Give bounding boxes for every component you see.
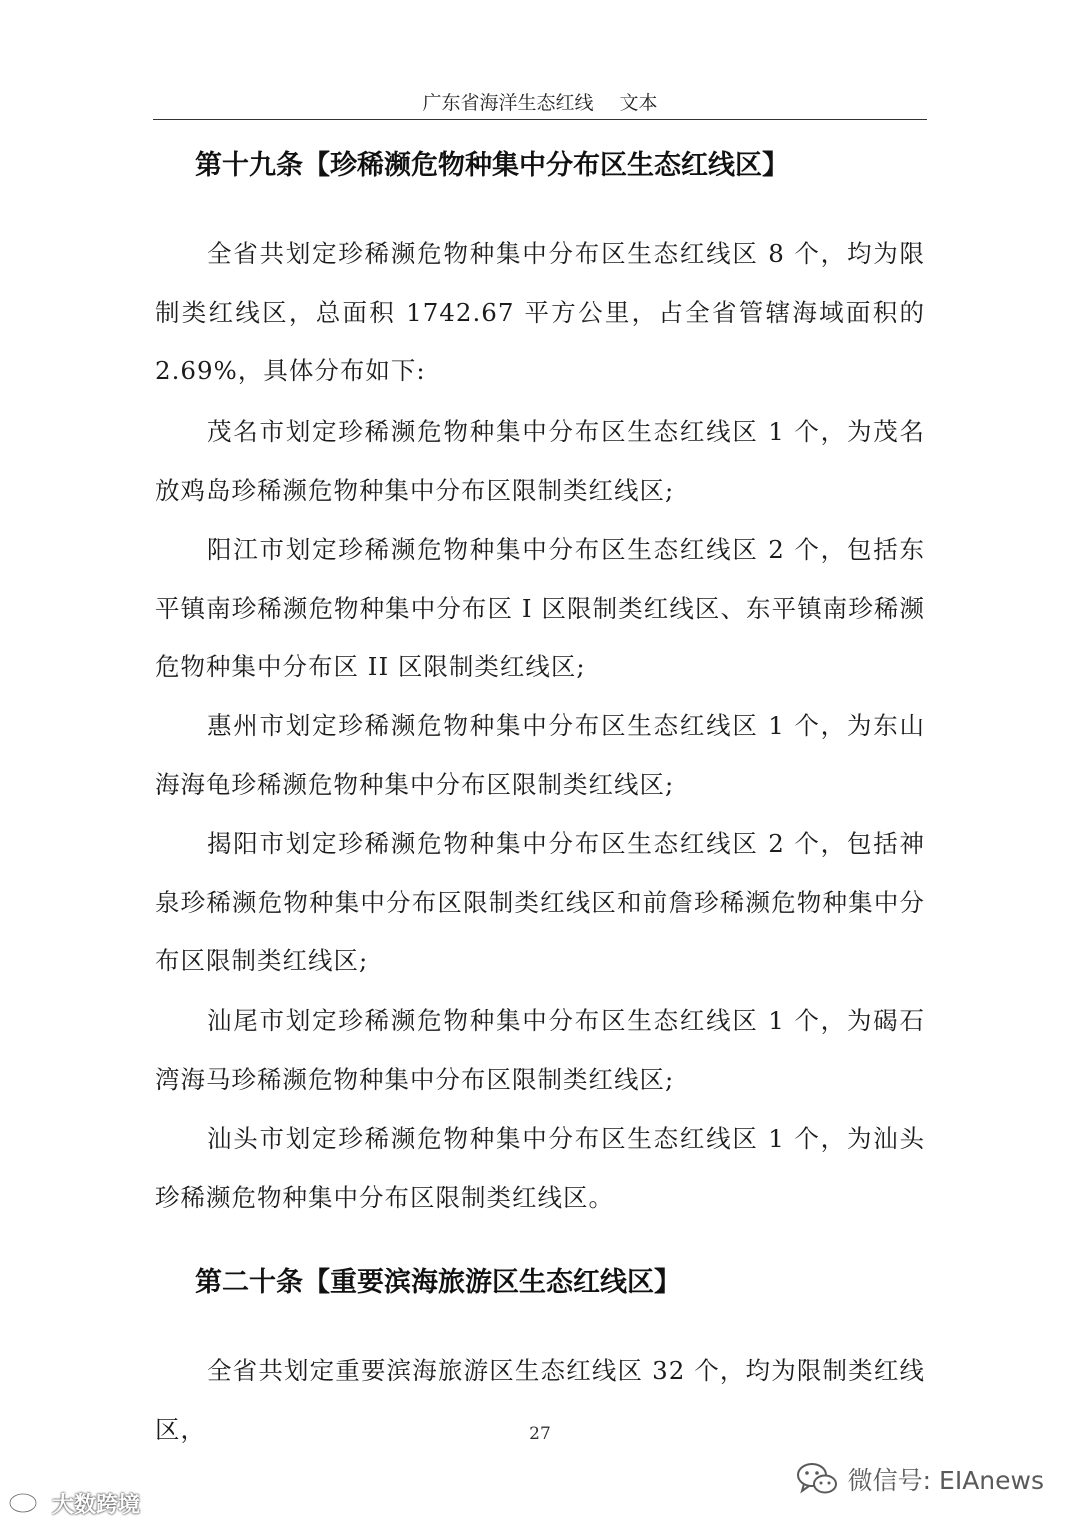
watermark-left-text: 大数跨境 [52,1492,141,1518]
article-19-paragraph-2: 茂名市划定珍稀濒危物种集中分布区生态红线区 1 个，为茂名放鸡岛珍稀濒危物种集中分布区限制类红线区; [155,417,925,505]
page-header [153,88,927,120]
article-19-paragraph-3: 阳江市划定珍稀濒危物种集中分布区生态红线区 2 个，包括东平镇南珍稀濒危物种集中分布区 I 区限制类红线区、东平镇南珍稀濒危物种集中分布区 II 区限制类红线区; [155,535,925,681]
article-19-paragraph-7: 汕头市划定珍稀濒危物种集中分布区生态红线区 1 个，为汕头珍稀濒危物种集中分布区限制类红线区。 [155,1124,925,1212]
article-19-paragraph-5: 揭阳市划定珍稀濒危物种集中分布区生态红线区 2 个，包括神泉珍稀濒危物种集中分布区限制类红线区和前詹珍稀濒危物种集中分布区限制类红线区; [155,829,925,975]
article-20-paragraph-1: 全省共划定重要滨海旅游区生态红线区 32 个，均为限制类红线区， [155,1356,925,1444]
page-number: 27 [529,1424,551,1444]
article-20-title: 第二十条【重要滨海旅游区生态红线区】 [195,1267,681,1298]
article-19-title: 第十九条【珍稀濒危物种集中分布区生态红线区】 [195,150,789,181]
article-19-paragraph-6: 汕尾市划定珍稀濒危物种集中分布区生态红线区 1 个，为碣石湾海马珍稀濒危物种集中分布区限制类红线区; [155,1006,925,1094]
header-subtitle: 文本 [619,92,658,114]
watermark-right [796,1460,1044,1498]
watermark-left [8,1488,140,1518]
article-19-paragraph-1: 全省共划定珍稀濒危物种集中分布区生态红线区 8 个，均为限制类红线区，总面积 1742.67 平方公里，占全省管辖海域面积的 2.69%，具体分布如下: [155,239,925,385]
watermark-right-text: 微信号: EIAnews [847,1466,1044,1495]
header-title: 广东省海洋生态红线 [422,92,594,114]
wechat-logo-icon [796,1461,838,1497]
weibo-logo-icon [8,1486,46,1520]
article-19-paragraph-4: 惠州市划定珍稀濒危物种集中分布区生态红线区 1 个，为东山海海龟珍稀濒危物种集中分布区限制类红线区; [155,711,925,799]
